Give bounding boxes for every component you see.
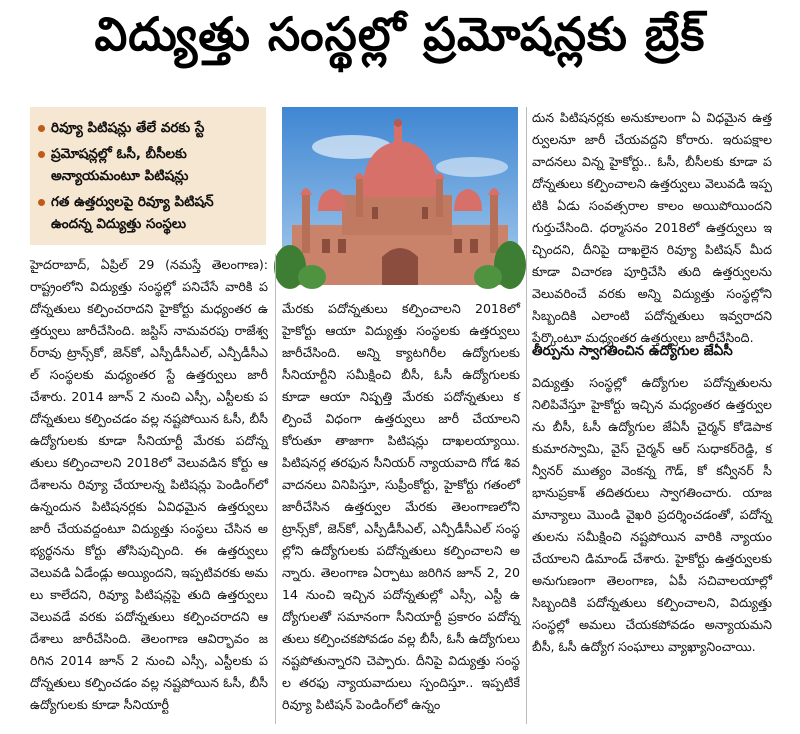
highlight-text: ప్రమోషన్లల్లో ఓసీ, బీసీలకు అన్యాయమంటూ పిటిషన్లు [51,146,189,184]
article-column-3-bottom [532,372,772,724]
subheading: తీర్పును స్వాగతించిన ఉద్యోగుల జేఏసీ [532,343,733,359]
article-column-2 [282,298,520,724]
high-court-photo [282,107,518,285]
high-court-illustration [282,107,518,285]
bullet-icon [38,199,45,206]
article-column-3-top [532,107,772,345]
highlight-item [38,143,258,187]
highlights-box [30,107,266,245]
body-text: దున పిటిషనర్లకు అనుకూలంగా ఏ విధమైన ఉత్తర్వులనూ జారీ చేయవద్దని కోరారు. ఇరుపక్షాల వాదనలు విన్న హైకోర్టు.. ఓసీ, బీసీలకు కూడా పదోన్నతులు కల్పించాలని ఉత్తర్వులు వెలువడి ఇప్పటికి ఏడు సంవత్సరాల కాలం అయిపోయిందని గుర్తుచేసింది. ధర్మాసనం 2018లో ఉత్తర్వులు ఇచ్చిందని, దీనిపై దాఖలైన రివ్యూ పిటిషన్ మీద కూడా విచారణ పూర్తిచేసి తుది ఉత్తర్వులను వెలువరించే వరకు అన్ని విద్యుత్తు సంస్థల్లోని సిబ్బందికి ఎలాంటి పదోన్నతులు ఇవ్వరాదని పేర్కొంటూ మధ్యంతర ఉత్తర్వులు జారీచేసింది. [532,110,772,345]
highlight-item [38,117,258,139]
body-text: మేరకు పదోన్నతులు కల్పించాలని 2018లో హైకోర్టు ఆయా విద్యుత్తు సంస్థలకు ఉత్తర్వులు జారీచేసింది. అన్ని క్యాటగిరీల ఉద్యోగులకు సీనియార్టీని సమీక్షించి బీసీ, ఓసీ ఉద్యోగులకు కూడా ఆయా నిష్పత్తి మేరకు పదోన్నతులు కల్పించే విధంగా ఉత్తర్వులు జారీ చేయాలని కోరుతూ తాజాగా పిటిషన్లు దాఖలయ్యాయి. పిటిషనర్ల తరఫున సీనియర్ న్యాయవాది గోడ శివ వాదనలు వినిపిస్తూ, సుప్రీంకోర్టు, హైకోర్టు గతంలో జారీచేసిన ఉత్తర్వుల మేరకు తెలంగాణలోని ట్రాన్స్‌కో, జెన్‌కో, ఎస్పీడీసీఎల్, ఎన్పీడీసీఎల్ సంస్థల్లోని ఉద్యోగులకు పదోన్నతులు కల్పించాలని అన్నారు. తెలంగాణ ఏర్పాటు జరిగిన జూన్ 2, 2014 నుంచి ఇచ్చిన పదోన్నతుల్లో ఎస్సీ, ఎస్టీ ఉద్యోగులతో సమానంగా సీనియార్టీ ప్రకారం పదోన్నతులు కల్పించకపోవడం వల్ల బీసీ, ఓసీ ఉద్యోగులు నష్టపోతున్నారని చెప్పారు. దీనిపై విద్యుత్తు సంస్థల తరఫు న్యాయవాదులు స్పందిస్తూ.. ఇప్పటికే రివ్యూ పిటిషన్ పెండింగ్‌లో ఉన్నం [282,301,520,712]
body-text: విద్యుత్తు సంస్థల్లో ఉద్యోగుల పదోన్నతులను నిలిపివేస్తూ హైకోర్టు ఇచ్చిన మధ్యంతర ఉత్తర్వులను బీసీ, ఓసీ ఉద్యోగుల జేఏసీ చైర్మన్ కోడెపాక కుమారస్వామి, వైస్ చైర్మన్ ఆర్ సుధాకర్‌రెడ్డి, కన్వీనర్ ముత్యం వెంకన్న గౌడ్, కో కన్వీనర్ సీ భానుప్రకాశ్ తదితరులు స్వాగతించారు. యాజమాన్యాలు మొండి వైఖరి ప్రదర్శించడంతో, పదోన్నతులను సమీక్షించి నష్టపోయిన వారికి న్యాయం చేయాలని డిమాండ్ చేశారు. హైకోర్టు ఉత్తర్వులకు అనుగుణంగా తెలంగాణ, ఏపీ సచివాలయాల్లో సిబ్బందికి పదోన్నతులు కల్పించాలని, విద్యుత్తు సంస్థల్లో అమలు చేయకపోవడం అన్యాయమని బీసీ, ఓసీ ఉద్యోగ సంఘాలు వ్యాఖ్యానించాయి. [532,375,772,654]
highlight-text: రివ్యూ పిటిషన్లు తేలే వరకు స్టే [51,120,205,136]
column-divider [275,254,276,724]
headline: విద్యుత్తు సంస్థల్లో ప్రమోషన్లకు బ్రేక్ [94,7,706,61]
bullet-icon [38,125,45,132]
column-divider [526,107,527,724]
bullet-icon [38,151,45,158]
body-text: హైదరాబాద్, ఏప్రిల్ 29 (నమస్తే తెలంగాణ): రాష్ట్రంలోని విద్యుత్తు సంస్థల్లో పనిచేసే వారికి పదోన్నతులు కల్పించరాదని హైకోర్టు మధ్యంతర ఉత్తర్వులు జారీచేసింది. జస్టిస్ నామవరపు రాజేశ్వర్‌రావు ట్రాన్స్‌కో, జెన్‌కో, ఎస్పీడీసీఎల్, ఎన్పీడీసీఎల్ సంస్థలకు మధ్యంతర స్టే ఉత్తర్వులు జారీ చేశారు. 2014 జూన్ 2 నుంచి ఎస్సీ, ఎస్టీలకు పదోన్నతులు కల్పించడం వల్ల నష్టపోయిన ఓసీ, బీసీ ఉద్యోగులకు కూడా సీనియార్టీ మేరకు పదోన్నతులు కల్పించాలని 2018లో వెలువడిన కోర్టు ఆదేశాలను రివ్యూ చేయాలన్న పిటిషన్లు పెండింగ్‌లో ఉన్నందున పిటిషనర్లకు ఏవిధమైన ఉత్తర్వులు జారీ చేయవద్దంటూ విద్యుత్తు సంస్థలు చేసిన అభ్యర్థనను కోర్టు తోసిపుచ్చింది. ఈ ఉత్తర్వులు వెలువడి ఏడేండ్లు అయ్యిందని, ఇప్పటివరకు అమలు కాలేదని, రివ్యూ పిటిషన్లపై తుది ఉత్తర్వులు వెలువడే వరకు పదోన్నతులు కల్పించరాదని ఆదేశాలు జారీచేసింది. తెలంగాణ ఆవిర్భావం జరిగిన 2014 జూన్ 2 నుంచి ఎస్సీ, ఎస్టీలకు పదోన్నతులు కల్పించడం వల్ల నష్టపోయిన ఓసీ, బీసీ ఉద్యోగులకు కూడా సీనియార్టీ [30,257,268,712]
highlight-text: గత ఉత్తర్వులపై రివ్యూ పిటిషన్ ఉందన్న విద్యుత్తు సంస్థలు [51,194,214,232]
highlight-item [38,191,258,235]
article-column-1 [30,254,268,724]
